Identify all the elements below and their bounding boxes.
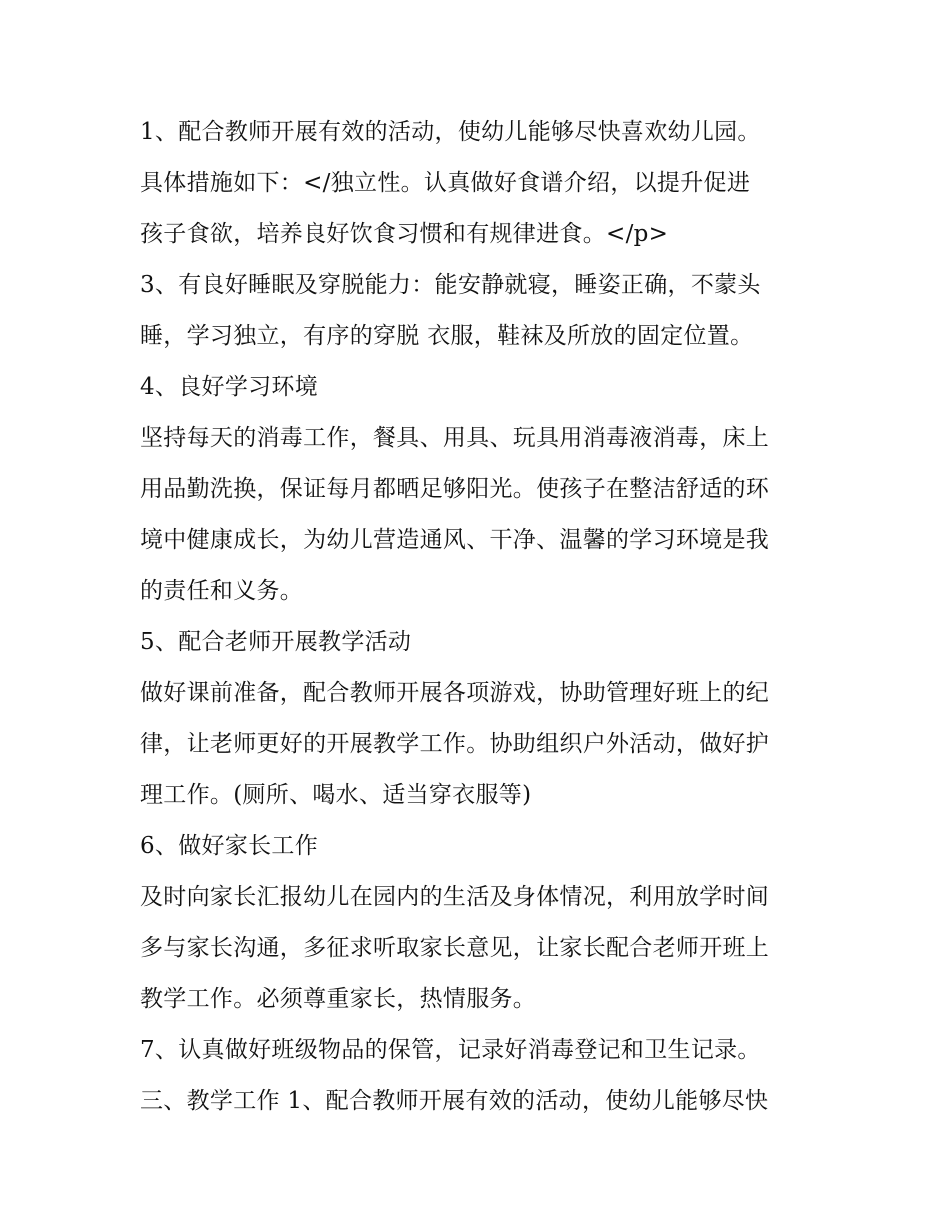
text-line: 睡，学习独立，有序的穿脱 衣服，鞋袜及所放的固定位置。: [140, 323, 754, 349]
text-line: 及时向家长汇报幼儿在园内的生活及身体情况，利用放学时间: [140, 884, 770, 910]
text-line: 律，让老师更好的开展教学工作。协助组织户外活动，做好护: [140, 731, 770, 757]
section-heading: 4、良好学习环境: [140, 374, 319, 400]
text-line: 具体措施如下：</独立性。认真做好食谱介绍，以提升促进: [140, 170, 751, 196]
text-line: 境中健康成长，为幼儿营造通风、干净、温馨的学习环境是我: [140, 527, 770, 553]
text-line: 孩子食欲，培养良好饮食习惯和有规律进食。</p>: [140, 221, 669, 247]
text-line: 的责任和义务。: [140, 578, 304, 604]
document-body: [140, 107, 820, 1127]
text-line: 1、配合教师开展有效的活动，使幼儿能够尽快喜欢幼儿园。: [140, 119, 761, 145]
text-line: 3、有良好睡眠及穿脱能力：能安静就寝，睡姿正确，不蒙头: [140, 272, 761, 298]
text-line: 做好课前准备，配合教师开展各项游戏，协助管理好班上的纪: [140, 680, 770, 706]
text-line: 理工作。(厕所、喝水、适当穿衣服等): [140, 782, 532, 808]
text-line: 坚持每天的消毒工作，餐具、用具、玩具用消毒液消毒，床上: [140, 425, 770, 451]
text-line: 用品勤洗换，保证每月都晒足够阳光。使孩子在整洁舒适的环: [140, 476, 770, 502]
section-heading: 5、配合老师开展教学活动: [140, 629, 412, 655]
text-line: 教学工作。必须尊重家长，热情服务。: [140, 986, 537, 1012]
text-line: 7、认真做好班级物品的保管，记录好消毒登记和卫生记录。: [140, 1037, 761, 1063]
text-line: 多与家长沟通，多征求听取家长意见，让家长配合老师开班上: [140, 935, 770, 961]
section-heading: 6、做好家长工作: [140, 833, 319, 859]
text-line: 三、教学工作 1、配合教师开展有效的活动，使幼儿能够尽快: [140, 1088, 769, 1114]
